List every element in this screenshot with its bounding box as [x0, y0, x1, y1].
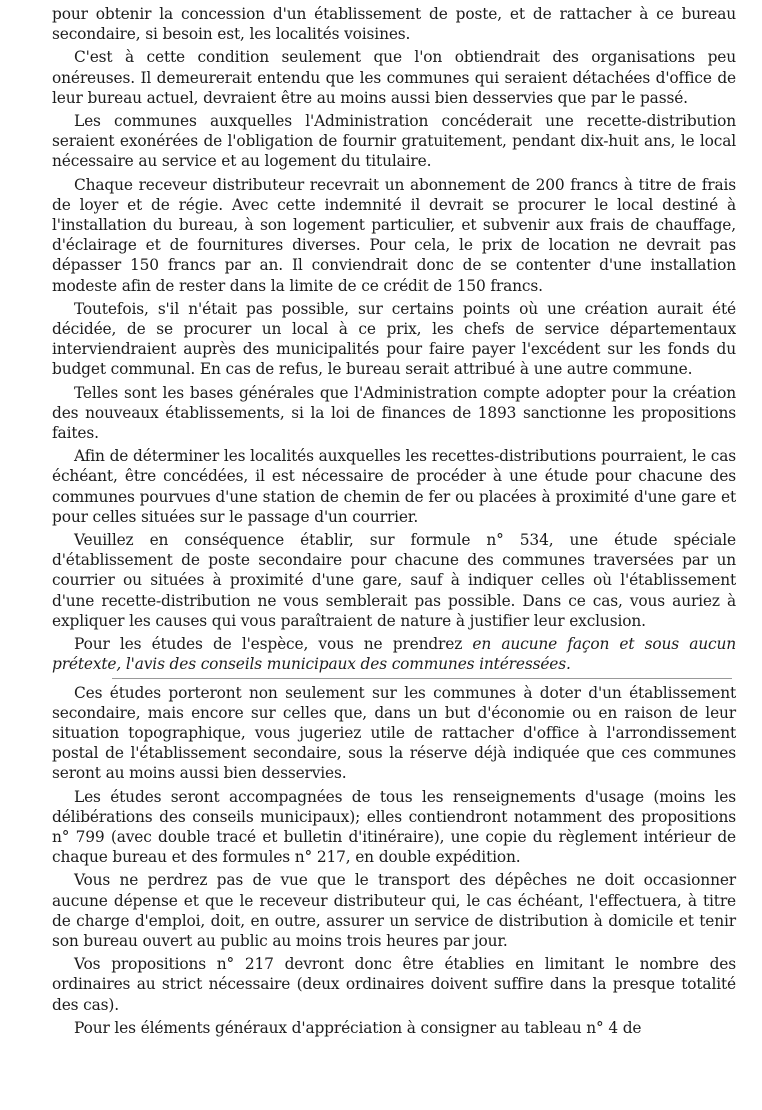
- paragraph-2: C'est à cette condition seulement que l'on obtiendrait des organisations peu onéreuses. Il demeurerait entendu que les communes qui seraient détachées d'office de leur bureau actuel, devraient être au moins aussi bien desservies que par le passé.: [52, 48, 736, 107]
- paragraph-10: Ces études porteront non seulement sur les communes à doter d'un établissement secondaire, mais encore sur celles que, dans un but d'économie ou en raison de leur situation topographique, vous jugeriez utile de rattacher d'office à l'arrondissement postal de l'établissement secondaire, sous la réserve déjà indiquée que ces communes seront au moins aussi bien desservies.: [52, 683, 736, 783]
- paragraph-3: Les communes auxquelles l'Administration concéderait une recette-distribution seraient exonérées de l'obligation de fournir gratuitement, pendant dix-huit ans, le local nécessaire au service et au logement du titulaire.: [52, 112, 736, 171]
- paragraph-9-lead: Pour les études de l'espèce, vous ne prendrez: [74, 635, 473, 654]
- paragraph-8: Veuillez en conséquence établir, sur formule n° 534, une étude spéciale d'établissement de poste secondaire pour chacune des communes traversées par un courrier ou situées à proximité d'une gare, sauf à indiquer celles où l'établissement d'une recette-distribution ne vous semblerait pas possible. Dans ce cas, vous auriez à expliquer les causes qui vous paraîtraient de nature à justifier leur exclusion.: [52, 531, 736, 630]
- paragraph-4: Chaque receveur distributeur recevrait un abonnement de 200 francs à titre de frais de loyer et de régie. Avec cette indemnité il devrait se procurer le local destiné à l'installation du bureau, à son logement particulier, et subvenir aux frais de chauffage, d'éclairage et de fournitures diverses. Pour cela, le prix de location ne devrait pas dépasser 150 francs par an. Il conviendrait donc de se contenter d'une installation modeste afin de rester dans la limite de ce crédit de 150 francs.: [52, 175, 736, 295]
- paragraph-9-italic-notice: [52, 634, 736, 674]
- paragraph-13: Vos propositions n° 217 devront donc être établies en limitant le nombre des ordinaires au strict nécessaire (deux ordinaires doivent suffire dans la presque totalité des cas).: [52, 955, 736, 1014]
- paragraph-14: Pour les éléments généraux d'appréciation à consigner au tableau n° 4 de: [74, 1018, 642, 1037]
- paragraph-6: Telles sont les bases générales que l'Administration compte adopter pour la création des nouveaux établissements, si la loi de finances de 1893 sanctionne les propositions faites.: [52, 383, 736, 443]
- paragraph-11: Les études seront accompagnées de tous les renseignements d'usage (moins les délibérations des conseils municipaux); elles contiendront notamment des propositions n° 799 (avec double tracé et bulletin d'itinéraire), une copie du règlement intérieur de chaque bureau et des formules n° 217, en double expédition.: [52, 787, 736, 867]
- paragraph-1: pour obtenir la concession d'un établissement de poste, et de rattacher à ce bureau secondaire, si besoin est, les localités voisines.: [52, 5, 736, 44]
- paragraph-9-emphasis: en aucune façon et sous aucun prétexte, l'avis des conseils municipaux des communes intéressées.: [52, 635, 736, 674]
- paragraph-7: Afin de déterminer les localités auxquelles les recettes-distributions pourraient, le cas échéant, être concédées, il est nécessaire de procéder à une étude pour chacune des communes pourvues d'une station de chemin de fer ou placées à proximité d'une gare et pour celles situées sur le passage d'un courrier.: [52, 447, 736, 526]
- paragraph-12: Vous ne perdrez pas de vue que le transport des dépêches ne doit occasionner aucune dépense et que le receveur distributeur qui, le cas échéant, l'effectuera, à titre de charge d'emploi, doit, en outre, assurer un service de distribution à domicile et tenir son bureau ouvert au public au moins trois heures par jour.: [52, 871, 736, 950]
- section-divider: [112, 678, 732, 679]
- paragraph-5: Toutefois, s'il n'était pas possible, sur certains points où une création aurait été décidée, de se procurer un local à ce prix, les chefs de service départementaux interviendraient auprès des municipalités pour faire payer l'excédent sur les fonds du budget communal. En cas de refus, le bureau serait attribué à une autre commune.: [52, 299, 736, 379]
